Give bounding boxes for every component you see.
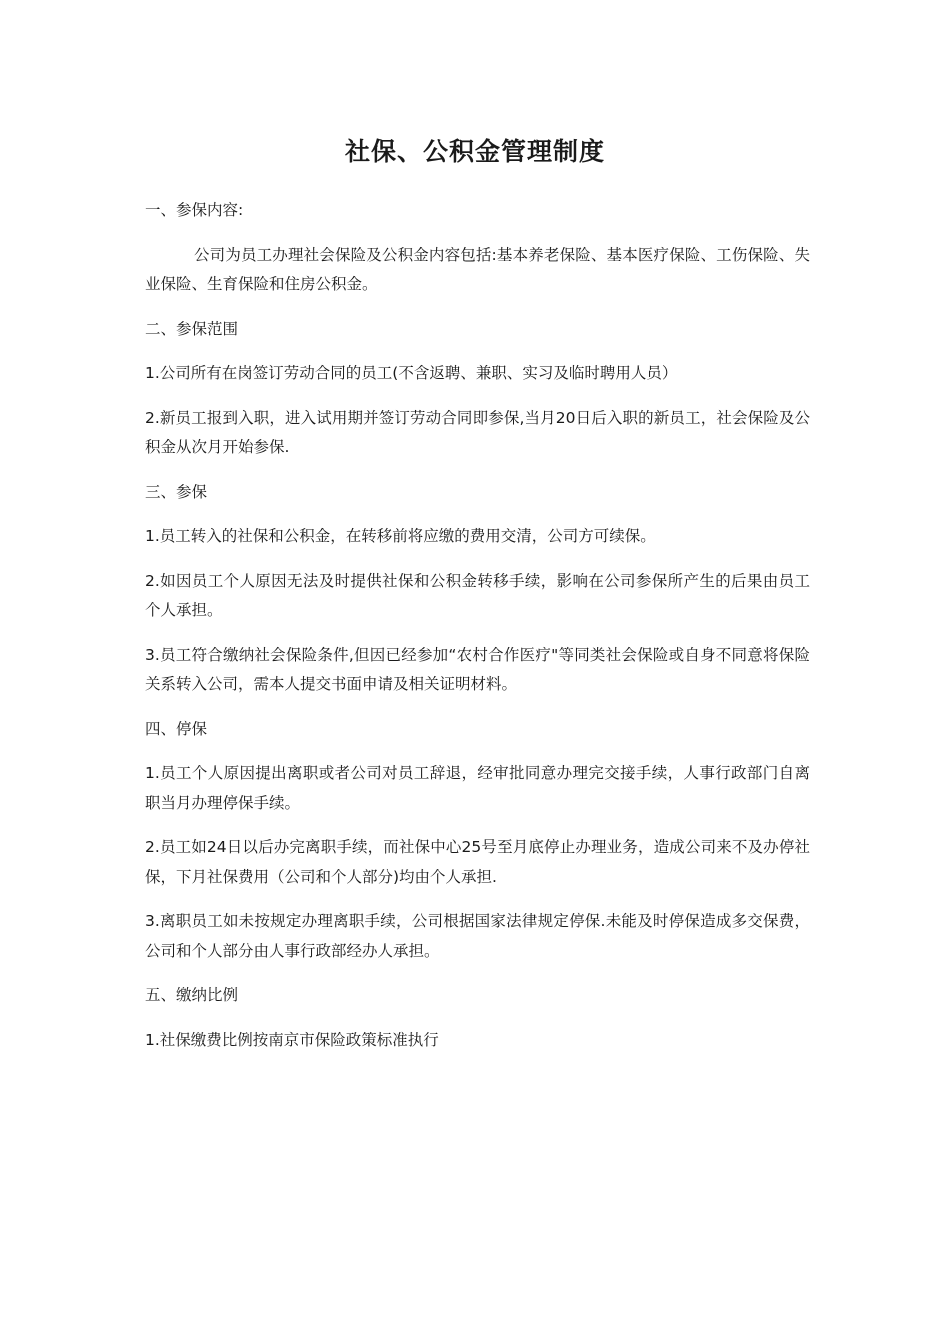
- section-heading-5: 五、缴纳比例: [145, 986, 239, 1004]
- document-title: 社保、公积金管理制度: [344, 137, 605, 166]
- section-heading-1: 一、参保内容:: [145, 201, 244, 219]
- paragraph: 1.公司所有在岗签订劳动合同的员工(不含返聘、兼职、实习及临时聘用人员）: [145, 364, 678, 382]
- paragraph: 2.新员工报到入职，进入试用期并签订劳动合同即参保,当月20日后入职的新员工，社会保险及公积金从次月开始参保.: [145, 408, 810, 456]
- paragraph: 1.员工转入的社保和公积金，在转移前将应缴的费用交清，公司方可续保。: [145, 527, 656, 545]
- document-body: [145, 196, 810, 1055]
- paragraph: 1.员工个人原因提出离职或者公司对员工辞退，经审批同意办理完交接手续，人事行政部门自离职当月办理停保手续。: [145, 764, 810, 812]
- paragraph: 1.社保缴费比例按南京市保险政策标准执行: [145, 1030, 439, 1049]
- paragraph: 2.员工如24日以后办完离职手续，而社保中心25号至月底停止办理业务，造成公司来不及办停社保，下月社保费用（公司和个人部分)均由个人承担.: [145, 838, 810, 886]
- paragraph: 3.员工符合缴纳社会保险条件,但因已经参加“农村合作医疗"等同类社会保险或自身不同意将保险关系转入公司，需本人提交书面申请及相关证明材料。: [145, 645, 810, 693]
- section-heading-3: 三、参保: [145, 482, 208, 501]
- section-heading-4: 四、停保: [145, 719, 208, 738]
- paragraph: 3.离职员工如未按规定办理离职手续，公司根据国家法律规定停保.未能及时停保造成多交保费，公司和个人部分由人事行政部经办人承担。: [145, 912, 810, 960]
- paragraph: 2.如因员工个人原因无法及时提供社保和公积金转移手续，影响在公司参保所产生的后果由员工个人承担。: [145, 571, 810, 619]
- paragraph: 公司为员工办理社会保险及公积金内容包括:基本养老保险、基本医疗保险、工伤保险、失业保险、生育保险和住房公积金。: [145, 245, 810, 293]
- section-heading-2: 二、参保范围: [145, 319, 239, 338]
